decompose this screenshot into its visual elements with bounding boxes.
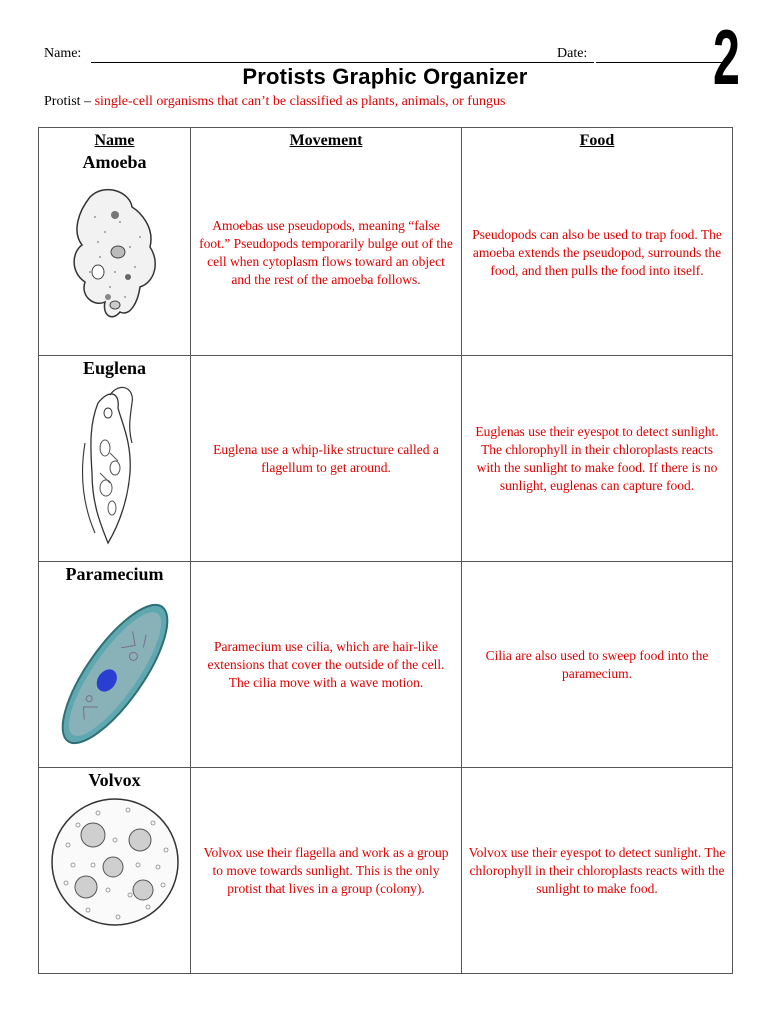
volvox-illustration [48, 795, 182, 929]
name-label: Name: [44, 46, 82, 61]
table-row [39, 356, 733, 562]
food-cell-euglena [462, 356, 733, 562]
food-cell-volvox [462, 768, 733, 974]
movement-text: Amoebas use pseudopods, meaning “false foot.” Pseudopods temporarily bulge out of the cell when cytoplasm flows toward an object and the rest of the amoeba follows. [199, 217, 453, 287]
amoeba-illustration [60, 177, 170, 327]
paramecium-illustration [50, 589, 180, 759]
organism-name: Paramecium [65, 564, 164, 584]
movement-cell-euglena [191, 356, 462, 562]
food-cell-paramecium [462, 562, 733, 768]
column-header-movement: Movement [191, 128, 462, 151]
protist-definition [44, 94, 505, 110]
movement-cell-paramecium [191, 562, 462, 768]
name-blank[interactable] [91, 62, 594, 63]
food-cell-amoeba [462, 150, 733, 356]
name-cell-amoeba [39, 150, 191, 356]
definition-text: single-cell organisms that can’t be classified as plants, animals, or fungus [94, 94, 506, 109]
column-header-name: Name [39, 128, 191, 151]
date-label: Date: [557, 46, 588, 61]
food-text: Volvox use their eyespot to detect sunlight. The chlorophyll in their chloroplasts reacts with the sunlight to make food. [468, 844, 726, 896]
table-header-row [39, 128, 733, 151]
food-text: Pseudopods can also be used to trap food. The amoeba extends the pseudopod, surrounds the food, and then pulls the food into itself. [472, 226, 722, 278]
page-title: Protists Graphic Organizer [242, 64, 528, 89]
organism-name: Volvox [88, 770, 141, 790]
name-cell-paramecium [39, 562, 191, 768]
graphic-organizer-table [38, 127, 733, 974]
euglena-illustration [60, 383, 170, 553]
organism-name: Amoeba [82, 152, 147, 172]
movement-text: Paramecium use cilia, which are hair-like extensions that cover the outside of the cell. The cilia move with a wave motion. [207, 638, 445, 690]
table-row [39, 768, 733, 974]
definition-term: Protist [44, 94, 81, 109]
movement-cell-amoeba [191, 150, 462, 356]
food-text: Euglenas use their eyespot to detect sunlight. The chlorophyll in their chloroplasts reacts with the sunlight to make food. If there is no sunlight, euglenas can capture food. [475, 423, 719, 493]
table-row [39, 562, 733, 768]
name-cell-volvox [39, 768, 191, 974]
name-cell-euglena [39, 356, 191, 562]
movement-cell-volvox [191, 768, 462, 974]
table-row [39, 150, 733, 356]
movement-text: Volvox use their flagella and work as a group to move towards sunlight. This is the only protist that lives in a group (colony). [203, 844, 449, 896]
organism-name: Euglena [82, 358, 147, 378]
definition-dash: – [80, 94, 95, 109]
column-header-food: Food [462, 128, 733, 151]
food-text: Cilia are also used to sweep food into the paramecium. [485, 647, 709, 681]
date-blank[interactable] [596, 62, 724, 63]
movement-text: Euglena use a whip-like structure called a flagellum to get around. [213, 441, 439, 475]
worksheet-number: 2 [713, 13, 740, 101]
